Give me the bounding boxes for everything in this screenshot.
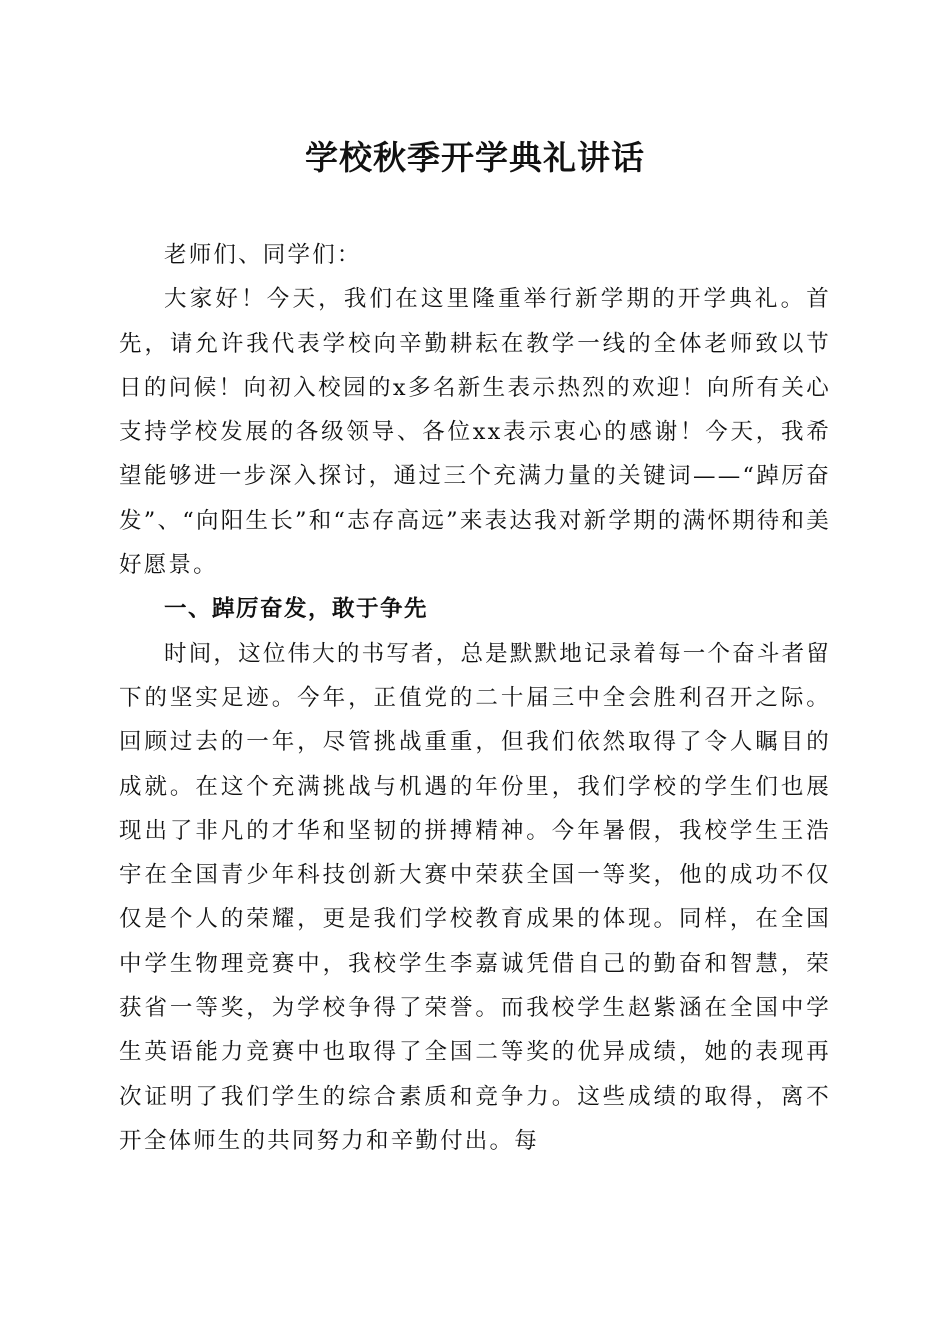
document-title: 学校秋季开学典礼讲话 bbox=[305, 138, 645, 177]
section-heading: 一、踔厉奋发，敢于争先 bbox=[164, 596, 429, 623]
document-body bbox=[119, 233, 831, 1163]
intro-paragraph: 大家好！今天，我们在这里隆重举行新学期的开学典礼。首先，请允许我代表学校向辛勤耕耘在教学一线的全体老师致以节日的问候！向初入校园的x多名新生表示热烈的欢迎！向所有关心支持学校发展的各级领导、各位xx表示衷心的感谢！今天，我希望能够进一步深入探讨，通过三个充满力量的关键词——“踔厉奋发”、“向阳生长”和“志存高远”来表达我对新学期的满怀期待和美好愿景。 bbox=[119, 286, 831, 579]
greeting: 老师们、同学们： bbox=[164, 242, 362, 268]
section-paragraph: 时间，这位伟大的书写者，总是默默地记录着每一个奋斗者留下的坚实足迹。今年，正值党的二十届三中全会胜利召开之际。回顾过去的一年，尽管挑战重重，但我们依然取得了令人瞩目的成就。在这个充满挑战与机遇的年份里，我们学校的学生们也展现出了非凡的才华和坚韧的拼搏精神。今年暑假，我校学生王浩宇在全国青少年科技创新大赛中荣获全国一等奖，他的成功不仅仅是个人的荣耀，更是我们学校教育成果的体现。同样，在全国中学生物理竞赛中，我校学生李嘉诚凭借自己的勤奋和智慧，荣获省一等奖，为学校争得了荣誉。而我校学生赵紫涵在全国中学生英语能力竞赛中也取得了全国二等奖的优异成绩，她的表现再次证明了我们学生的综合素质和竞争力。这些成绩的取得，离不开全体师生的共同努力和辛勤付出。每 bbox=[119, 640, 831, 1154]
